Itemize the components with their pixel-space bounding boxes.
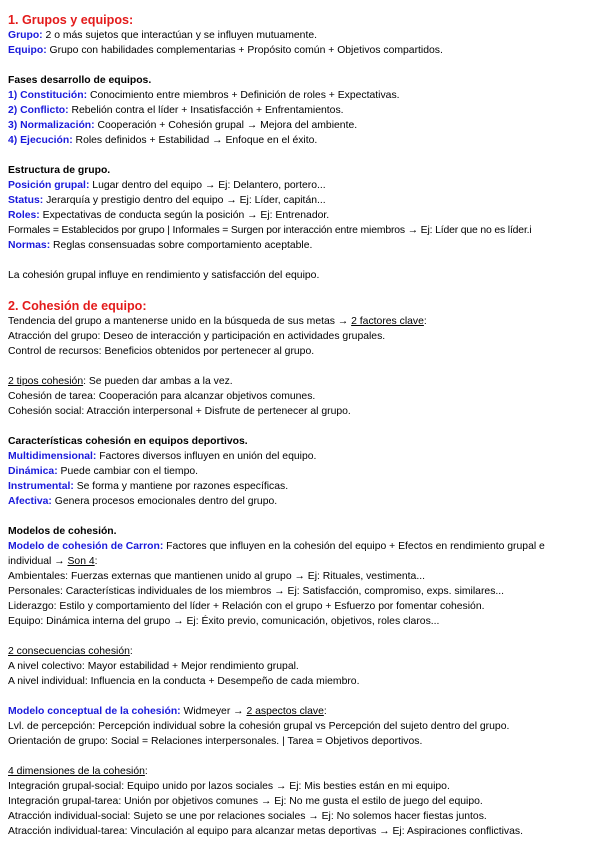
dim-3: Atracción individual-social: Sujeto se une por relaciones sociales → Ej: No solemos hacer fiestas juntos. bbox=[8, 811, 487, 822]
modelo-carron-cont: individual → Son 4: bbox=[8, 556, 98, 567]
factor-ambientales: Ambientales: Fuerzas externas que mantienen unido al grupo → Ej: Rituales, vestimenta... bbox=[8, 571, 426, 582]
modelo-carron: Modelo de cohesión de Carron: Factores que influyen en la cohesión del equipo + Efectos en rendimiento grupal e bbox=[8, 541, 545, 552]
dim-2: Integración grupal-tarea: Unión por objetivos comunes → Ej: No me gusta el estilo de juego del equipo. bbox=[8, 796, 483, 807]
factor-equipo: Equipo: Dinámica interna del grupo → Ej: Éxito previo, comunicación, objetivos, roles claros... bbox=[8, 616, 440, 627]
section-title-cohesion: 2. Cohesión de equipo: bbox=[8, 299, 147, 313]
modelo-conceptual: Modelo conceptual de la cohesión: Widmeyer → 2 aspectos clave: bbox=[8, 706, 327, 717]
atraccion-grupo: Atracción del grupo: Deseo de interacción y participación en actividades grupales. bbox=[8, 331, 386, 342]
fase-3: 3) Normalización: Cooperación + Cohesión grupal → Mejora del ambiente. bbox=[8, 120, 358, 131]
dim-1: Integración grupal-social: Equipo unido por lazos sociales → Ej: Mis besties están en mi equipo. bbox=[8, 781, 450, 792]
factor-liderazgo: Liderazgo: Estilo y comportamiento del líder + Relación con el grupo + Esfuerzo por fomentar cohesión. bbox=[8, 601, 485, 612]
def-grupo: Grupo: 2 o más sujetos que interactúan y se influyen mutuamente. bbox=[8, 30, 317, 41]
dimensiones: 4 dimensiones de la cohesión: bbox=[8, 766, 148, 777]
cohesion-social: Cohesión social: Atracción interpersonal + Disfrute de pertenecer al grupo. bbox=[8, 406, 351, 417]
fase-4: 4) Ejecución: Roles definidos + Estabilidad → Enfoque en el éxito. bbox=[8, 135, 318, 146]
section-title-grupos: 1. Grupos y equipos: bbox=[8, 13, 134, 27]
fase-1: 1) Constitución: Conocimiento entre miembros + Definición de roles + Expectativas. bbox=[8, 90, 400, 101]
consecuencias: 2 consecuencias cohesión: bbox=[8, 646, 133, 657]
car-multidimensional: Multidimensional: Factores diversos influyen en unión del equipo. bbox=[8, 451, 317, 462]
def-status: Status: Jerarquía y prestigio dentro del equipo → Ej: Líder, capitán... bbox=[8, 195, 326, 206]
term-equipo: Equipo: bbox=[8, 45, 47, 56]
def-normas: Normas: Reglas consensuadas sobre comportamiento aceptable. bbox=[8, 240, 313, 251]
cohesion-tarea: Cohesión de tarea: Cooperación para alcanzar objetivos comunes. bbox=[8, 391, 316, 402]
term-grupo: Grupo: bbox=[8, 30, 43, 41]
def-posicion: Posición grupal: Lugar dentro del equipo → Ej: Delantero, portero... bbox=[8, 180, 326, 191]
cohesion-note: La cohesión grupal influye en rendimiento y satisfacción del equipo. bbox=[8, 270, 320, 281]
tendencia: Tendencia del grupo a mantenerse unido en la búsqueda de sus metas → 2 factores clave: bbox=[8, 316, 427, 327]
nivel-percepcion: Lvl. de percepción: Percepción individual sobre la cohesión grupal vs Percepción del sujeto dentro del grupo. bbox=[8, 721, 510, 732]
nivel-colectivo: A nivel colectivo: Mayor estabilidad + Mejor rendimiento grupal. bbox=[8, 661, 299, 672]
car-afectiva: Afectiva: Genera procesos emocionales dentro del grupo. bbox=[8, 496, 278, 507]
fase-2: 2) Conflicto: Rebelión contra el líder + Insatisfacción + Enfrentamientos. bbox=[8, 105, 344, 116]
heading-caracteristicas: Características cohesión en equipos deportivos. bbox=[8, 436, 248, 447]
def-roles: Roles: Expectativas de conducta según la posición → Ej: Entrenador. bbox=[8, 210, 330, 221]
heading-modelos: Modelos de cohesión. bbox=[8, 526, 117, 537]
heading-estructura: Estructura de grupo. bbox=[8, 165, 111, 176]
control-recursos: Control de recursos: Beneficios obtenidos por pertenecer al grupo. bbox=[8, 346, 315, 357]
formales-informales: Formales = Establecidos por grupo | Informales = Surgen por interacción entre miembros → Ej: Líder que no es líder.i bbox=[8, 225, 532, 236]
orientacion-grupo: Orientación de grupo: Social = Relaciones interpersonales. | Tarea = Objetivos deportivos. bbox=[8, 736, 423, 747]
dim-4: Atracción individual-tarea: Vinculación al equipo para alcanzar metas deportivas → Ej: Aspiraciones conflictivas. bbox=[8, 826, 523, 837]
tipos-cohesion: 2 tipos cohesión: Se pueden dar ambas a la vez. bbox=[8, 376, 233, 387]
car-instrumental: Instrumental: Se forma y mantiene por razones específicas. bbox=[8, 481, 289, 492]
nivel-individual: A nivel individual: Influencia en la conducta + Desempeño de cada miembro. bbox=[8, 676, 360, 687]
document-page bbox=[8, 12, 596, 839]
heading-fases: Fases desarrollo de equipos. bbox=[8, 75, 152, 86]
factor-personales: Personales: Características individuales de los miembros → Ej: Satisfacción, compromiso, exps. similares... bbox=[8, 586, 505, 597]
def-equipo: Equipo: Grupo con habilidades complementarias + Propósito común + Objetivos compartidos. bbox=[8, 45, 443, 56]
car-dinamica: Dinámica: Puede cambiar con el tiempo. bbox=[8, 466, 199, 477]
